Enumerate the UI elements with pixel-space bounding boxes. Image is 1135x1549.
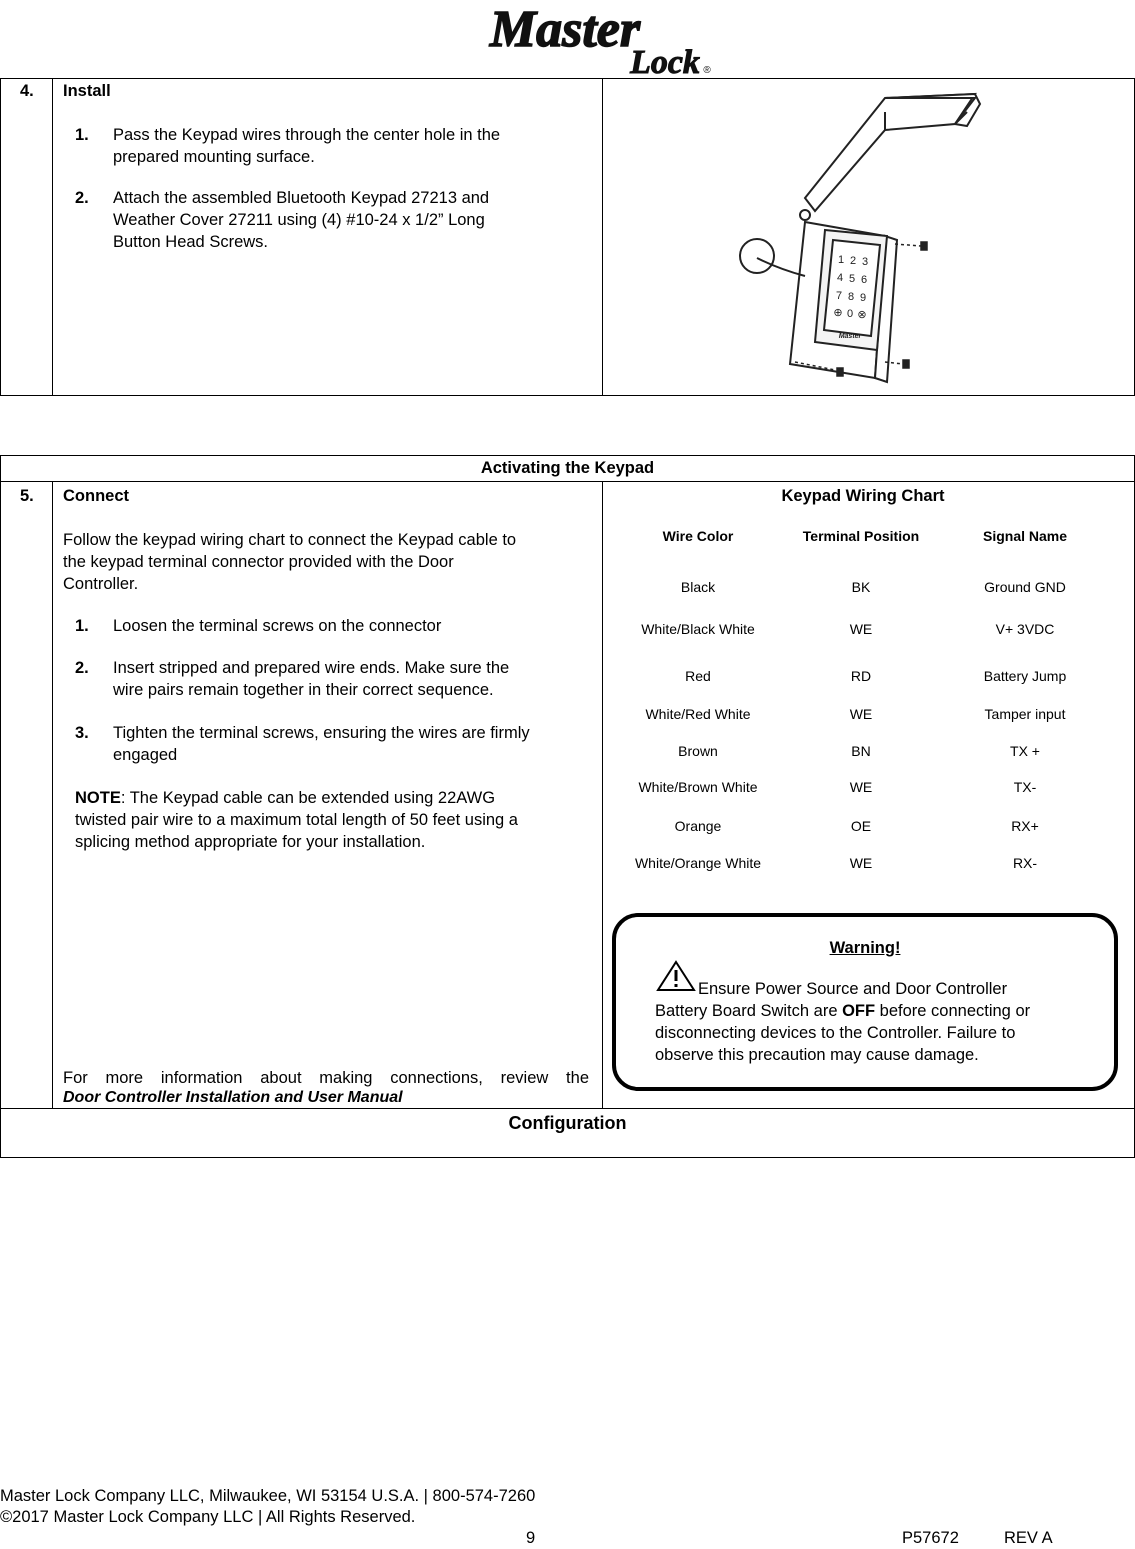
install-title: Install — [63, 82, 111, 100]
footer-copyright: ©2017 Master Lock Company LLC | All Rights Reserved. — [0, 1508, 416, 1526]
keypad-weather-cover-illustration — [735, 86, 995, 388]
wiring-row-8-terminal: WE — [849, 855, 873, 871]
wiring-row-1-terminal: BK — [851, 579, 871, 595]
screw-bottom-left-icon — [837, 368, 843, 376]
wiring-row-8-signal: RX- — [1012, 855, 1038, 871]
logo-word-master: Master — [489, 2, 641, 58]
footer-company: Master Lock Company LLC, Milwaukee, WI 53154 U.S.A. | 800-574-7260 — [0, 1487, 536, 1505]
wiring-row-1-signal: Ground GND — [984, 579, 1066, 595]
wiring-row-8-color: White/Orange White — [634, 855, 762, 871]
wiring-row-7-terminal: OE — [850, 818, 872, 834]
connect-item-3-number: 3. — [75, 724, 89, 742]
keypad-key-9: 9 — [859, 292, 867, 304]
connect-item-2-number: 2. — [75, 659, 89, 677]
wiring-row-3-terminal: RD — [850, 668, 872, 684]
wiring-header-signal-name: Signal Name — [982, 528, 1068, 544]
wiring-header-terminal-position: Terminal Position — [802, 528, 920, 544]
warning-title: Warning! — [829, 939, 901, 957]
connect-title: Connect — [63, 487, 129, 505]
keypad-key-7: 7 — [835, 290, 843, 302]
keypad-key-1: 1 — [837, 254, 845, 266]
warning-text: Ensure Power Source and Door Controller Battery Board Switch are OFF before connecting or disconnecting devices to the Controller. Failure to observe this precaution may cause damage. — [655, 980, 1031, 1064]
activating-col-divider-1 — [52, 481, 53, 1108]
install-item-1-text: Pass the Keypad wires through the center hole in the prepared mounting surface. — [113, 126, 501, 166]
wiring-chart-title: Keypad Wiring Chart — [781, 487, 945, 505]
master-lock-logo — [415, 2, 715, 76]
install-col-divider-1 — [52, 78, 53, 396]
wiring-row-2-color: White/Black White — [641, 621, 755, 637]
wiring-row-7-color: Orange — [674, 818, 722, 834]
connect-item-2-text: Insert stripped and prepared wire ends. Make sure the wire pairs remain together in their correct sequence. — [113, 659, 510, 699]
wiring-row-4-terminal: WE — [849, 706, 873, 722]
keypad-key-4: 4 — [836, 272, 844, 284]
logo-word-lock: Lock — [630, 44, 700, 76]
configuration-title: Configuration — [508, 1113, 627, 1133]
manual-title: Door Controller Installation and User Manual — [63, 1089, 403, 1106]
install-item-1-number: 1. — [75, 126, 89, 144]
connect-step-number: 5. — [20, 487, 34, 505]
connect-note: NOTE: The Keypad cable can be extended using 22AWG twisted pair wire to a maximum total length of 50 feet using a splicing method appropriate for your installation. — [75, 789, 518, 851]
footer-doc-code: P57672 — [902, 1529, 959, 1547]
keypad-key-5: 5 — [848, 273, 856, 285]
keypad-key-0: 0 — [846, 308, 854, 320]
warning-off-emphasis: OFF — [842, 1002, 876, 1020]
wiring-row-2-signal: V+ 3VDC — [995, 621, 1055, 637]
install-col-divider-2 — [602, 78, 603, 396]
wiring-row-1-color: Black — [680, 579, 716, 595]
wiring-row-7-signal: RX+ — [1011, 818, 1039, 834]
connect-item-1-number: 1. — [75, 617, 89, 635]
wiring-row-5-terminal: BN — [851, 743, 871, 759]
connect-item-3-text: Tighten the terminal screws, ensuring the wires are firmly engaged — [113, 724, 530, 764]
wiring-row-5-signal: TX + — [1010, 743, 1040, 759]
keypad-key-3: 3 — [861, 256, 869, 268]
wiring-row-4-color: White/Red White — [645, 706, 751, 722]
connect-intro: Follow the keypad wiring chart to connect the Keypad cable to the keypad terminal connector provided with the Door Controller. — [63, 531, 517, 593]
wiring-row-3-signal: Battery Jump — [983, 668, 1067, 684]
footer-page-number: 9 — [526, 1529, 536, 1547]
logo-registered-mark: ® — [703, 65, 711, 76]
keypad-brand-label: Master — [838, 333, 862, 340]
screw-bottom-right-icon — [903, 360, 909, 368]
keypad-key-6: 6 — [860, 274, 868, 286]
wiring-header-wire-color: Wire Color — [662, 528, 734, 544]
activating-title: Activating the Keypad — [480, 459, 655, 477]
wiring-row-6-terminal: WE — [849, 779, 873, 795]
wiring-row-5-color: Brown — [678, 743, 718, 759]
install-item-2-number: 2. — [75, 189, 89, 207]
keypad-key-right: ⊗ — [857, 309, 867, 321]
more-info-text: For more information about making connections, review the — [63, 1069, 589, 1087]
wiring-row-4-signal: Tamper input — [984, 706, 1066, 722]
footer-revision: REV A — [1004, 1529, 1053, 1547]
wiring-row-2-terminal: WE — [849, 621, 873, 637]
screw-top-right-icon — [921, 242, 927, 250]
install-step-number: 4. — [20, 82, 34, 100]
activating-col-divider-2 — [602, 481, 603, 1108]
wiring-row-6-color: White/Brown White — [638, 779, 758, 795]
wiring-row-3-color: Red — [685, 668, 711, 684]
wiring-row-6-signal: TX- — [1013, 779, 1037, 795]
keypad-key-left: ⊕ — [833, 307, 843, 319]
install-item-2-text: Attach the assembled Bluetooth Keypad 27213 and Weather Cover 27211 using (4) #10-24 x 1/2” Long Button Head Screws. — [113, 189, 490, 251]
activating-header-divider — [0, 481, 1135, 482]
keypad-key-8: 8 — [847, 291, 855, 303]
connect-item-1-text: Loosen the terminal screws on the connector — [113, 617, 442, 635]
note-label: NOTE — [75, 789, 121, 807]
keypad-key-2: 2 — [849, 255, 857, 267]
warning-box — [612, 913, 1118, 1091]
